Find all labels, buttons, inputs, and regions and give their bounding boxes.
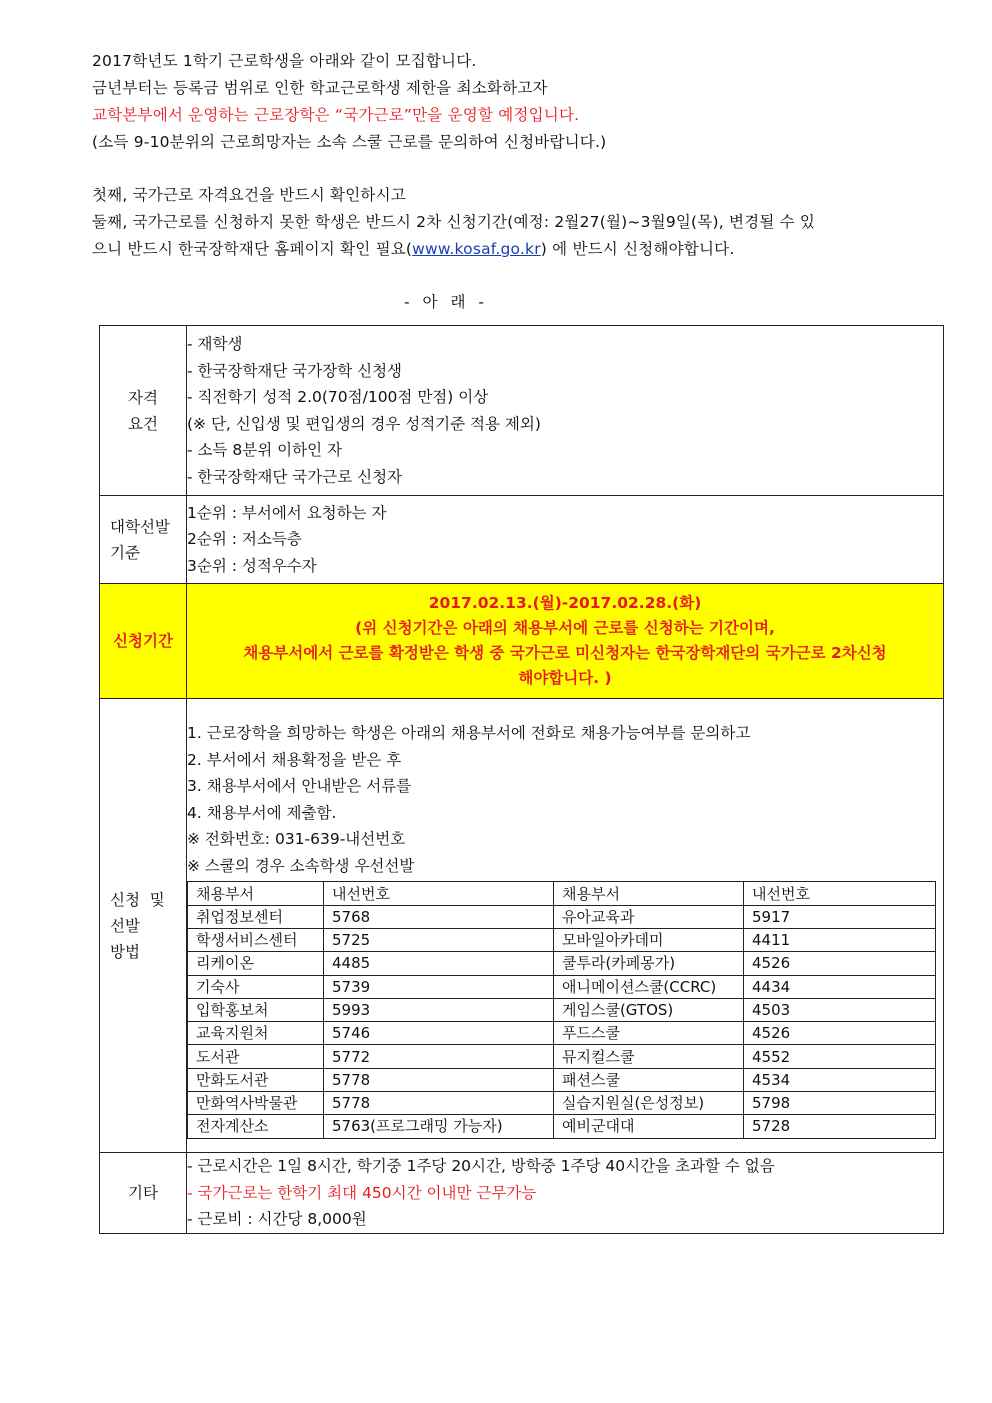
table-cell: 애니메이션스쿨(CCRC) [554, 975, 744, 998]
intro-line [92, 236, 912, 263]
list-item: - 근로시간은 1일 8시간, 학기중 1주당 20시간, 방학중 1주당 40시간을 초과할 수 없음 [187, 1157, 775, 1175]
table-cell: 4526 [744, 952, 936, 975]
table-cell: 4411 [744, 928, 936, 951]
table-row [188, 1068, 936, 1091]
table-cell: 5772 [324, 1045, 554, 1068]
list-item: - 소득 8분위 이하인 자 [187, 441, 342, 459]
table-cell: 유아교육과 [554, 905, 744, 928]
table-cell: 5728 [744, 1115, 936, 1138]
table-cell: 리케이온 [188, 952, 324, 975]
dash: - [187, 1183, 198, 1202]
table-row [188, 975, 936, 998]
table-cell: 학생서비스센터 [188, 928, 324, 951]
table-header-row [188, 882, 936, 905]
list-item: 2순위 : 저소득층 [187, 530, 302, 549]
section-heading: - 아 래 - [404, 293, 488, 311]
table-cell: 5739 [324, 975, 554, 998]
selection-row [100, 496, 944, 584]
list-item: 3. 채용부서에서 안내받은 서류를 [187, 777, 412, 796]
table-cell: 5725 [324, 928, 554, 951]
table-cell: 4485 [324, 952, 554, 975]
list-item: 1순위 : 부서에서 요청하는 자 [187, 503, 387, 522]
list-item: 2. 부서에서 채용확정을 받은 후 [187, 750, 402, 769]
column-header: 내선번호 [324, 882, 554, 905]
table-cell: 5746 [324, 1022, 554, 1045]
table-cell: 만화도서관 [188, 1068, 324, 1091]
row-label: 자격 요건 [100, 326, 187, 496]
intro-line: 첫째, 국가근로 자격요건을 반드시 확인하시고 [92, 186, 406, 204]
table-cell: 입학홍보처 [188, 998, 324, 1021]
table-cell: 5798 [744, 1092, 936, 1115]
kosaf-link[interactable]: www.kosaf.go.kr [412, 240, 541, 258]
method-row [100, 699, 944, 1153]
table-cell: 전자계산소 [188, 1115, 324, 1138]
row-label: 기타 [100, 1153, 187, 1234]
table-cell: 쿨투라(카페몽가) [554, 952, 744, 975]
period-row [100, 584, 944, 699]
list-item: 4. 채용부서에 제출함. [187, 803, 337, 822]
list-item: (※ 단, 신입생 및 편입생의 경우 성적기준 적용 제외) [187, 414, 541, 433]
table-cell: 5778 [324, 1092, 554, 1115]
table-row [188, 1045, 936, 1068]
method-content [187, 699, 944, 1153]
intro-section [92, 48, 912, 263]
table-cell: 예비군대대 [554, 1115, 744, 1138]
period-dates: 2017.02.13.(월)-2017.02.28.(화) [428, 594, 702, 612]
intro-text: 으니 반드시 한국장학재단 홈페이지 확인 필요( [92, 240, 413, 258]
list-item: - 한국장학재단 국가장학 신청생 [187, 361, 403, 380]
etc-content [187, 1153, 944, 1234]
table-row [188, 1092, 936, 1115]
table-cell: 4534 [744, 1068, 936, 1091]
intro-text: ) 에 반드시 신청해야합니다. [540, 240, 735, 258]
hour-limit-note: 국가근로는 한학기 최대 450시간 이내만 근무가능 [197, 1183, 537, 1202]
table-cell: 4526 [744, 1022, 936, 1045]
table-cell: 4434 [744, 975, 936, 998]
table-cell: 도서관 [188, 1045, 324, 1068]
table-cell: 만화역사박물관 [188, 1092, 324, 1115]
department-table [187, 881, 936, 1138]
table-cell: 실습지원실(은성정보) [554, 1092, 744, 1115]
column-header: 내선번호 [744, 882, 936, 905]
list-item: - 재학생 [187, 335, 243, 353]
period-note: (위 신청기간은 아래의 채용부서에 근로를 신청하는 기간이며, [355, 619, 775, 637]
etc-row [100, 1153, 944, 1234]
table-cell: 4552 [744, 1045, 936, 1068]
table-cell: 교육지원처 [188, 1022, 324, 1045]
table-cell: 패션스쿨 [554, 1068, 744, 1091]
recruitment-table [99, 325, 944, 1234]
table-row [188, 1115, 936, 1138]
row-label: 신청기간 [100, 584, 187, 699]
table-cell: 모바일아카데미 [554, 928, 744, 951]
table-cell: 5763(프로그래밍 가능자) [324, 1115, 554, 1138]
period-content [187, 584, 944, 699]
list-item: 3순위 : 성적우수자 [187, 556, 317, 575]
list-item: ※ 전화번호: 031-639-내선번호 [187, 830, 406, 849]
list-item: - 한국장학재단 국가근로 신청자 [187, 467, 403, 486]
table-cell: 4503 [744, 998, 936, 1021]
table-cell: 5917 [744, 905, 936, 928]
intro-line: 둘째, 국가근로를 신청하지 못한 학생은 반드시 2차 신청기간(예정: 2월27(월)~3월9일(목), 변경될 수 있 [92, 213, 816, 231]
table-cell: 게임스쿨(GTOS) [554, 998, 744, 1021]
list-item: - 직전학기 성적 2.0(70점/100점 만점) 이상 [187, 388, 489, 406]
qualification-content [187, 326, 944, 496]
list-item: 1. 근로장학을 희망하는 학생은 아래의 채용부서에 전화로 채용가능여부를 문의하고 [187, 724, 751, 743]
row-label: 대학선발 기준 [100, 496, 187, 584]
table-cell: 5768 [324, 905, 554, 928]
row-label: 신청 및 선발 방법 [100, 699, 187, 1153]
table-cell: 5993 [324, 998, 554, 1021]
table-row [188, 952, 936, 975]
table-cell: 푸드스쿨 [554, 1022, 744, 1045]
table-row [188, 1022, 936, 1045]
table-row [188, 928, 936, 951]
period-note: 채용부서에서 근로를 확정받은 학생 중 국가근로 미신청자는 한국장학재단의 국가근로 2차신청 [243, 644, 887, 662]
column-header: 채용부서 [188, 882, 324, 905]
selection-content [187, 496, 944, 584]
list-item [187, 1180, 943, 1207]
intro-line: 2017학년도 1학기 근로학생을 아래와 같이 모집합니다. [92, 52, 477, 70]
table-cell: 기숙사 [188, 975, 324, 998]
table-cell: 뮤지컬스쿨 [554, 1045, 744, 1068]
list-item: - 근로비 : 시간당 8,000원 [187, 1210, 367, 1228]
intro-line: 금년부터는 등록금 범위로 인한 학교근로학생 제한을 최소화하고자 [92, 79, 548, 97]
table-row [188, 905, 936, 928]
column-header: 채용부서 [554, 882, 744, 905]
table-cell: 취업정보센터 [188, 905, 324, 928]
qualification-row [100, 326, 944, 496]
intro-notice-red: 교학본부에서 운영하는 근로장학은 “국가근로”만을 운영할 예정입니다. [92, 106, 580, 124]
intro-line: (소득 9-10분위의 근로희망자는 소속 스쿨 근로를 문의하여 신청바랍니다.) [92, 133, 607, 151]
table-cell: 5778 [324, 1068, 554, 1091]
period-note: 해야합니다. ) [518, 669, 612, 687]
table-row [188, 998, 936, 1021]
list-item: ※ 스쿨의 경우 소속학생 우선선발 [187, 856, 415, 875]
